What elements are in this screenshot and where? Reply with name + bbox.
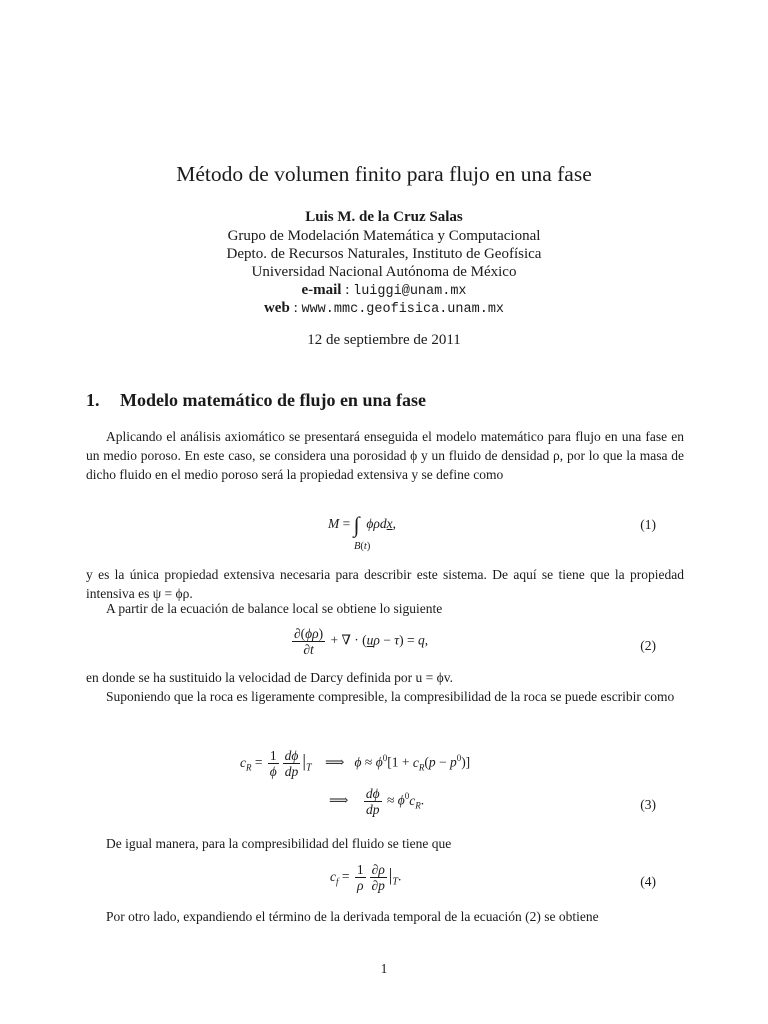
paragraph-intro: Aplicando el análisis axiomático se presentará enseguida el modelo matemático para flujo en una fase en un medio poroso. En este caso, se considera una porosidad ϕ y un fluido de densidad ρ, por lo que la masa de dicho fluido en el medio poroso será la propiedad extensiva y se define como xyxy=(86,429,684,483)
web-link[interactable]: www.mmc.geofisica.unam.mx xyxy=(301,302,505,317)
paragraph-rock: Suponiendo que la roca es ligeramente compresible, la compresibilidad de la roca se puede escribir como xyxy=(106,689,675,704)
paragraph-balance: A partir de la ecuación de balance local se obtiene lo siguiente xyxy=(106,601,443,616)
affiliation-line-1: Grupo de Modelación Matemática y Computacional xyxy=(227,228,541,244)
equation-1-subscript: B(t) xyxy=(354,541,371,552)
paragraph-temporal: Por otro lado, expandiendo el término de la derivada temporal de la ecuación (2) se obtiene xyxy=(106,909,599,924)
paper-date: 12 de septiembre de 2011 xyxy=(307,332,461,348)
paragraph-darcy: en donde se ha sustituido la velocidad de Darcy definida por u = ϕv. xyxy=(86,670,453,685)
affiliation-line-3: Universidad Nacional Autónoma de México xyxy=(251,264,517,280)
email-label: e-mail xyxy=(301,282,342,298)
equation-4-number: (4) xyxy=(640,874,656,889)
paragraph-fluid: De igual manera, para la compresibilidad del fluido se tiene que xyxy=(106,836,452,851)
page-number: 1 xyxy=(380,961,388,976)
email-link[interactable]: luiggi@unam.mx xyxy=(353,284,467,299)
paragraph-extensive: y es la única propiedad extensiva necesaria para describir este sistema. De aquí se tiene que la propiedad intensiva es ψ = ϕρ. xyxy=(86,567,684,602)
equation-3-line-2: ⟹ $\frac{d\phi}{dp}$ ≈ $\phi^0c_R$. xyxy=(329,786,425,817)
equation-4: $c_f$ = $\frac{1}{\rho}$ $\frac{\partial\rho}{\partial p}$ $|_T$. xyxy=(330,862,402,893)
author-name: Luis M. de la Cruz Salas xyxy=(305,209,463,225)
section-title: Modelo matemático de flujo en una fase xyxy=(120,390,426,410)
email-line: e-mail : luiggi@unam.mx xyxy=(301,282,467,299)
equation-3-line-1: $c_R$ = $\frac{1}{\phi}$ $\frac{d\phi}{dp}$ $|_T$ ⟹ $\phi \approx \phi^0[1 + c_R(p - p^0)]$ xyxy=(240,748,471,779)
web-line: web : www.mmc.geofisica.unam.mx xyxy=(263,300,505,317)
section-number: 1. xyxy=(86,390,100,410)
equation-1: M = ∫ ϕρdx, xyxy=(328,512,396,537)
paper-title: Método de volumen finito para flujo en una fase xyxy=(176,162,592,186)
equation-1-number: (1) xyxy=(640,517,656,532)
affiliation-line-2: Depto. de Recursos Naturales, Instituto de Geofísica xyxy=(226,246,542,262)
equation-3-number: (3) xyxy=(640,797,656,812)
web-label: web xyxy=(263,300,290,316)
equation-2-number: (2) xyxy=(640,638,656,653)
equation-2: $\frac{\partial(\phi\rho)}{\partial t}$ + ∇ · (uρ − τ) = q, xyxy=(294,626,429,657)
section-heading xyxy=(86,390,426,411)
